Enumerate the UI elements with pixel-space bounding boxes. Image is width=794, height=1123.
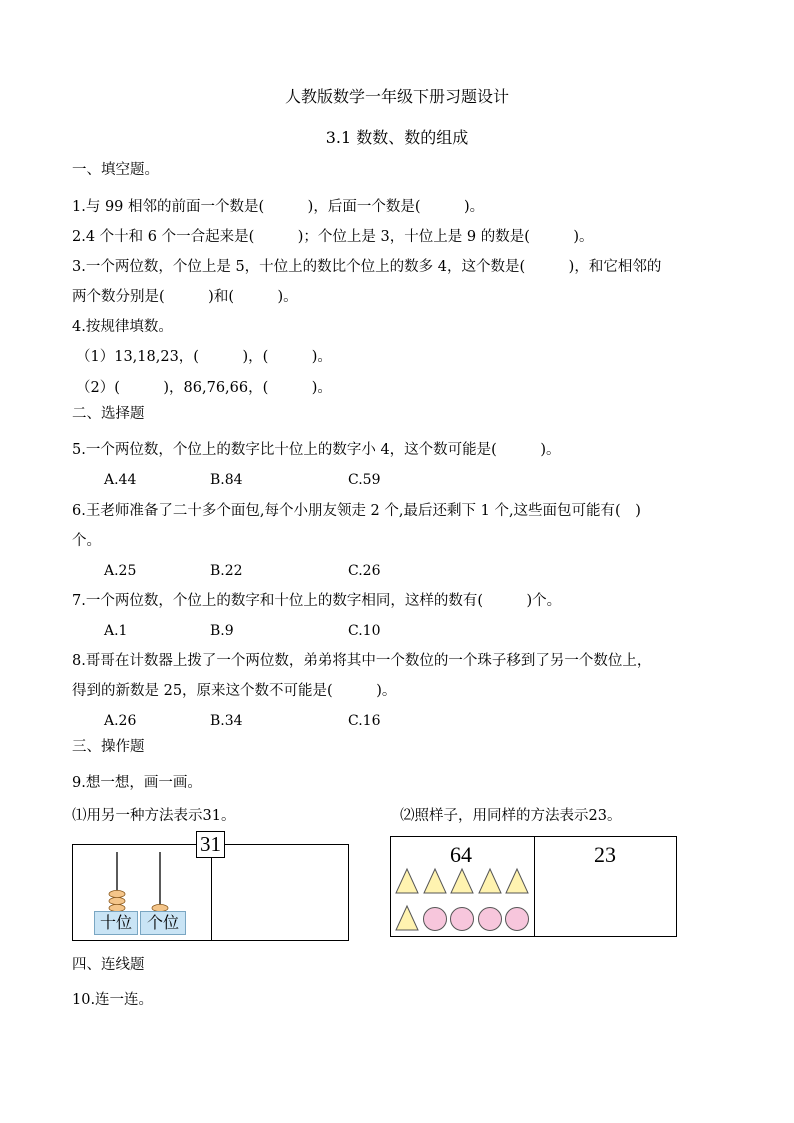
- triangle-icon: [479, 869, 501, 893]
- abacus-bead: [109, 890, 125, 897]
- triangle-icon: [424, 869, 446, 893]
- triangle-icon: [396, 906, 418, 930]
- circle-icon: [451, 908, 474, 931]
- question-2: 2.4 个十和 6 个一合起来是( )；个位上是 3，十位上是 9 的数是( )。: [72, 229, 594, 245]
- circle-icon: [424, 908, 447, 931]
- question-10: 10.连一连。: [72, 992, 154, 1008]
- figure-divider: [534, 836, 535, 937]
- page-title: 人教版数学一年级下册习题设计: [284, 87, 509, 106]
- option-c: C.26: [348, 563, 381, 579]
- ones-place-label: 个位: [140, 911, 186, 935]
- option-b: B.9: [210, 623, 234, 639]
- question-4-part-2: （2）( )，86,76,66，( )。: [76, 380, 332, 396]
- example-number: 64: [450, 842, 472, 867]
- abacus-bead: [109, 897, 125, 904]
- section-heading: 一、填空题。: [72, 162, 159, 178]
- triangle-icon: [396, 869, 418, 893]
- number-card-value: 31: [200, 832, 221, 856]
- question-1: 1.与 99 相邻的前面一个数是( )，后面一个数是( )。: [72, 199, 485, 215]
- section-heading: 四、连线题: [72, 957, 145, 973]
- circle-icon: [479, 908, 502, 931]
- question-5: 5.一个两位数，个位上的数字比十位上的数字小 4，这个数可能是( )。: [72, 442, 561, 458]
- figure-divider: [211, 844, 212, 941]
- triangle-icon: [506, 869, 528, 893]
- question-8: 8.哥哥在计数器上拨了一个两位数，弟弟将其中一个数位的一个珠子移到了另一个数位上，: [72, 653, 652, 669]
- circle-icon: [506, 908, 529, 931]
- triangle-icon: [451, 869, 473, 893]
- question-6: 6.王老师准备了二十多个面包,每个小朋友领走 2 个,最后还剩下 1 个,这些面包可能有( ): [72, 503, 641, 519]
- page-subtitle: 3.1 数数、数的组成: [325, 128, 469, 147]
- option-a: A.26: [104, 713, 137, 729]
- number-card: [196, 831, 225, 858]
- shape-group: [394, 866, 534, 934]
- question-4-part-1: （1）13,18,23，( )，( )。: [76, 349, 332, 365]
- question-4: 4.按规律填数。: [72, 319, 173, 335]
- figure-2-caption: ⑵照样子，用同样的方法表示23。: [400, 808, 622, 824]
- option-c: C.16: [348, 713, 381, 729]
- question-8-cont: 得到的新数是 25，原来这个数不可能是( )。: [72, 683, 397, 699]
- option-a: A.1: [104, 623, 128, 639]
- question-3: 3.一个两位数，个位上是 5，十位上的数比个位上的数多 4，这个数是( )，和它相邻的: [72, 259, 662, 275]
- section-heading: 三、操作题: [72, 739, 145, 755]
- option-b: B.34: [210, 713, 243, 729]
- question-9: 9.想一想，画一画。: [72, 775, 202, 791]
- figure-1-caption: ⑴用另一种方法表示31。: [72, 808, 236, 824]
- option-a: A.25: [104, 563, 137, 579]
- target-number: 23: [594, 842, 616, 867]
- tens-place-label: 十位: [94, 911, 138, 935]
- section-heading: 二、选择题: [72, 406, 145, 422]
- option-b: B.84: [210, 472, 243, 488]
- question-3-cont: 两个数分别是( )和( )。: [72, 289, 298, 305]
- option-c: C.10: [348, 623, 381, 639]
- question-6-cont: 个。: [72, 533, 101, 549]
- option-a: A.44: [104, 472, 137, 488]
- option-b: B.22: [210, 563, 243, 579]
- question-7: 7.一个两位数，个位上的数字和十位上的数字相同，这样的数有( )个。: [72, 593, 562, 609]
- option-c: C.59: [348, 472, 381, 488]
